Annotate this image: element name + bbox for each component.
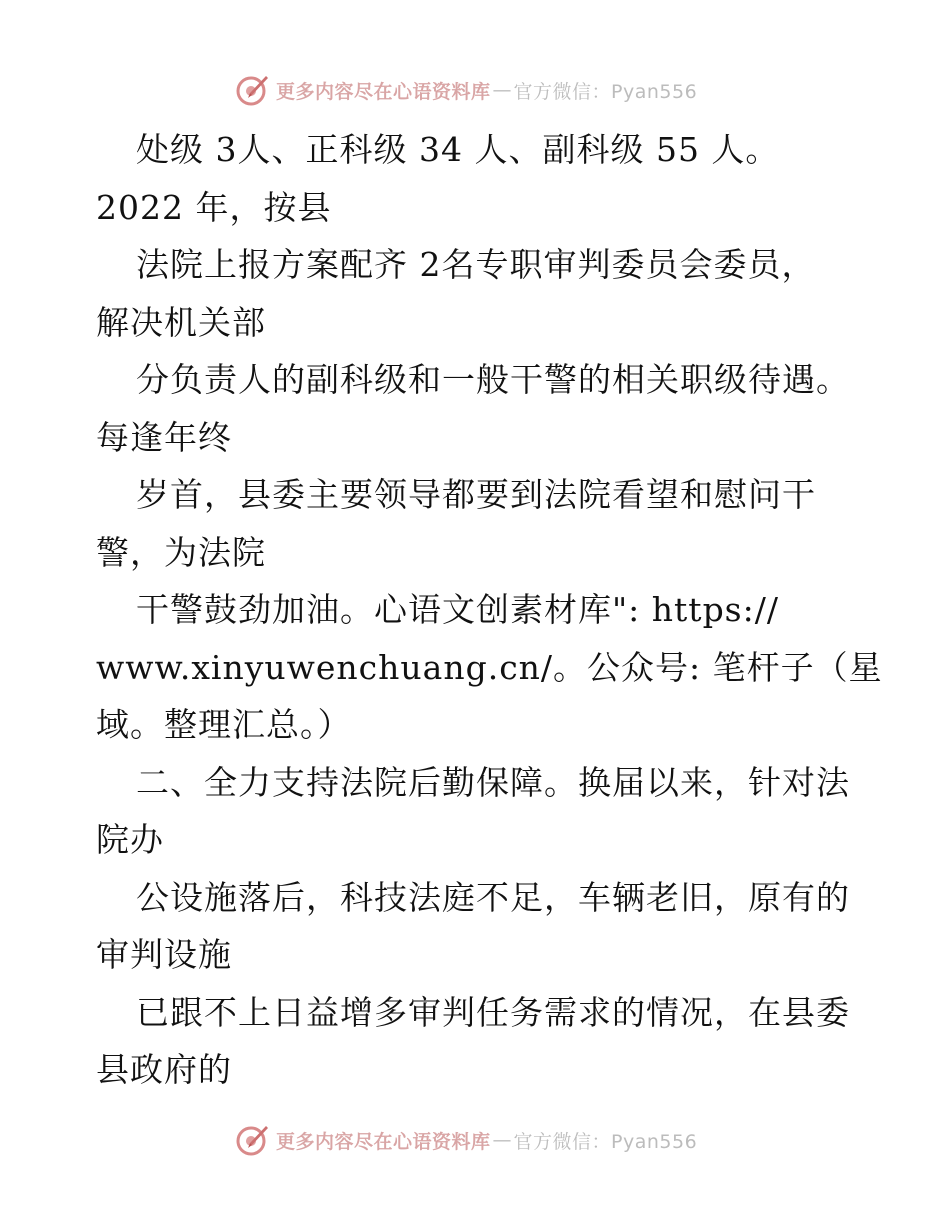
text-line: 县政府的 <box>96 1050 232 1089</box>
text-line: 法院上报方案配齐 2名专职审判委员会委员， <box>136 245 816 284</box>
text-line: 解决机关部 <box>96 302 266 342</box>
text-line: 已跟不上日益增多审判任务需求的情况，在县委 <box>136 992 850 1032</box>
pen-logo-icon <box>236 73 270 107</box>
text-line: 处级 3人、正科级 34 人、副科级 55 人。 <box>136 130 780 169</box>
text-line: 每逢年终 <box>96 417 232 457</box>
watermark-brand: 更多内容尽在心语资料库 <box>276 80 491 103</box>
pen-logo-icon <box>236 1123 270 1157</box>
text-line: 警，为法院 <box>96 532 266 572</box>
text-line: 公设施落后，科技法庭不足，车辆老旧，原有的 <box>136 877 850 917</box>
text-line: 分负责人的副科级和一般干警的相关职级待遇。 <box>136 360 850 399</box>
watermark-contact: 官方微信：Pyan556 <box>513 80 698 103</box>
text-line: 岁首，县委主要领导都要到法院看望和慰问干 <box>136 475 816 514</box>
watermark-contact: 官方微信：Pyan556 <box>513 1130 698 1153</box>
text-line: 干警鼓劲加油。心语文创素材库": https:// <box>136 590 779 629</box>
text-line: 院办 <box>96 820 164 859</box>
text-line: 二、全力支持法院后勤保障。换届以来，针对法 <box>136 762 850 802</box>
watermark-brand: 更多内容尽在心语资料库 <box>276 1130 491 1153</box>
watermark-dash: — <box>492 1129 512 1151</box>
text-line: 2022 年，按县 <box>96 187 332 227</box>
text-line: 审判设施 <box>96 935 232 974</box>
document-body <box>96 121 883 1099</box>
watermark-dash: — <box>492 79 512 101</box>
watermark-header <box>236 72 697 108</box>
text-line: www.xinyuwenchuang.cn/。公众号: 笔杆子（星 <box>96 647 883 687</box>
watermark-footer <box>236 1122 697 1158</box>
text-line: 域。整理汇总。） <box>96 705 352 744</box>
